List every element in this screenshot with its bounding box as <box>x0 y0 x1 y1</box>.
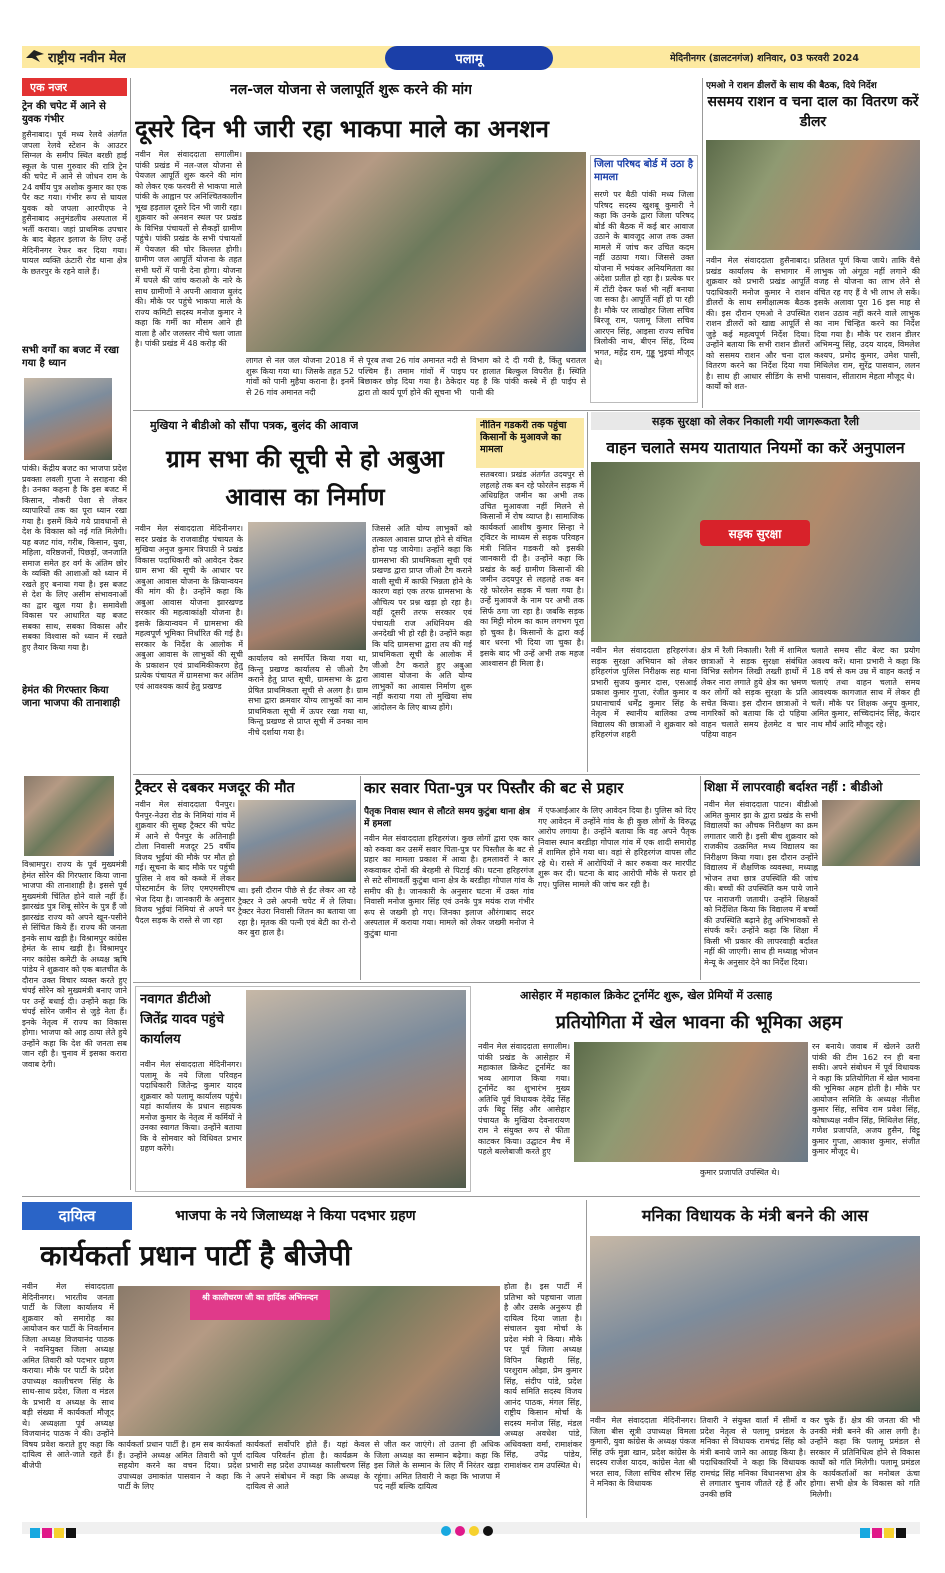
bdo-body: नवीन मेल संवाददाता पाटन। बीडीओ अमित कुमार झा के द्वारा प्रखंड के सभी विद्यालयों का औचक निरीक्षण का क्रम लगातार जारी है। इसी बीच शुक्रवार को राजकीय उत्क्रमित मध्य विद्यालय का निरीक्षण किया गया। इस दौरान उन्होंने विद्यालय में शैक्षणिक व्यवस्था, मध्याह्न भोजन तथा छात्र उपस्थिति की जांच की। बच्चों की उपस्थिति कम पाये जाने पर नाराजगी जतायी। उन्होंने शिक्षकों को निर्देशित किया कि विद्यालय में बच्चों की उपस्थिति बढ़ाने हेतु अभिभावकों से संपर्क करें। उन्होंने कहा कि शिक्षा में किसी भी प्रकार की लापरवाही बर्दाश्त नहीं की जाएगी। साथ ही मध्याह्न भोजन मेन्यू के अनुसार देने का निर्देश दिया। <box>704 800 818 967</box>
lead-kicker: नल-जल योजना से जलापूर्ति शुरू करने की मांग <box>230 82 473 98</box>
bdo-photo <box>822 800 920 866</box>
kar-subhead: पैतृक निवास स्थान से लौटते समय कुटुंबा थाना क्षेत्र में हमला <box>364 807 530 829</box>
manika-photo <box>590 1236 920 1412</box>
tractor-body-left: नवीन मेल संवाददाता पैनपुर। पैनपुर-नेउरा रोड के निमियां गांव में शुक्रवार की सुबह ट्रैक्टर की चपेट में आने से पैनपुर के अतिनाही टोला निवासी मजदूर 25 वर्षीय विजय भुईयां की मौके पर मौत हो गई। सूचना के बाद मौके पर पहुंची पुलिस ने शव को कब्जे में लेकर पोस्टमार्टम के लिए एमएमसीएच भेज दिया है। जानकारी के अनुसार विजय भुईयां निमियां से अपने घर पैदल सड़क के रास्ते से जा रहा <box>135 800 235 925</box>
bjp-kicker: भाजपा के नये जिलाध्यक्ष ने किया पदभार ग्रहण <box>175 1208 416 1224</box>
cricket-body-right: रन बनाये। जवाब में खेलने उतरी पांकी की टीम 162 रन ही बना सकी। अपने संबोधन में पूर्व विधायक ने कहा कि प्रतियोगिता में खेल भावना की भूमिका अहम होती है। मौके पर आयोजन समिति के अध्यक्ष नीतीश कुमार सिंह, सचिव राम प्रवेश सिंह, कोषाध्यक्ष नवीन सिंह, मिथिलेश सिंह, गणेश प्रजापति, अजय हुसैन, विट्टू कुमार गुप्ता, आकाश कुमार, संजीत कुमार मौजूद थे। <box>812 1042 920 1156</box>
sidebar-s1-title: ट्रेन की चपेट में आने से युवक गंभीर <box>22 101 106 125</box>
kar-body-left: नवीन मेल संवाददाता हरिहरगंज। कुछ लोगों द्वारा एक कार को रुकवा कर उसमें सवार पिता-पुत्र पर पिस्तौल के बट से प्रहार का मामला प्रकाश में आया है। हमलावरों ने कार रुकवाकर दोनों की बेरहमी से पिटाई की। घटना हरिहरगंज से सटे सीमावर्ती कुटुंबा थाना क्षेत्र के बरडीहा गोपाल गांव के समीप की है। जानकारी के अनुसार घटना में उक्त गांव निवासी मनोज कुमार सिंह एवं उनके पुत्र मयंक राज गंभीर रूप से जख्मी हो गए। जिनका इलाज औरंगाबाद सदर अस्पताल में कराया गया। मामले को लेकर जख्मी मनोज ने कुटुंबा थाना <box>364 834 534 938</box>
ration-headline: ससमय राशन व चना दाल का वितरण करें डीलर <box>707 94 919 130</box>
kar-headline: कार सवार पिता-पुत्र पर पिस्तौर की बट से प्रहार <box>364 779 624 797</box>
dto-photo <box>246 990 466 1188</box>
mukhiya-body-mid: कार्यालय को समर्पित किया गया था, किन्तु प्रखण्ड कार्यालय से जीओ टैग कराने हेतु प्राप्त सूची, ग्रामसभा के द्वारा प्रेषित प्राथमिकता सूची से अलग है। ग्राम सभा द्वारा क्रमवार योग्य लाभुकों का नाम प्राथमिकता सूची में ऊपर रखा गया था, किन्तु प्रखण्ड से प्राप्त सूची में उनका नाम नीचे दर्शाया गया है। <box>248 654 368 737</box>
ration-body-right: प्रतिशत पूर्ण किया जाये। ताकि वैसे लाभुक जो अंगूठा नहीं लगाने की वजह से योजना का लाभ लेने से वंचित रह गए हैं वे भी लाभ ले सकें। इसके अलावा पूरा 16 इस माह से राशन उठाव नहीं करने वाले लाभुक का नाम चिन्हित करने का निर्देश दिया गया है। मौके पर राशन डीलर अभिमन्यु सिंह, उदय यादव, विमलेश कश्यप, प्रमोद कुमार, उमेश पासी, मिथिलेश राम, सुरेंद्र पासवान, ललन पासवान, सीताराम मेहता मौजूद थे। <box>814 256 920 381</box>
row3-divider <box>133 982 920 983</box>
sidebar-divider <box>130 78 131 1190</box>
mukhiya-divider <box>587 412 588 772</box>
bjp-tag-text: दायित्व <box>58 1207 96 1225</box>
cricket-note: कुमार प्रजापति उपस्थित थे। <box>700 1168 780 1177</box>
cricket-headline: प्रतियोगिता में खेल भावना की भूमिका अहम <box>555 1012 843 1033</box>
road-headline: वाहन चलाते समय यातायात नियमों का करें अनुपालन <box>606 439 905 457</box>
road-body-right: चलाते समय सीट बेल्ट का प्रयोग अवश्य करें। थाना प्रभारी ने कहा कि 18 वर्ष से कम उम्र में वाहन कतई न चलाएं तथा वाहन चलाते समय आवश्यक कागजात साथ में लेकर ही चलें। मौके पर शिक्षक अनूप कुमार, अमित कुमार, सच्चिदानंद सिंह, केदार नाथ मौर्य आदि मौजूद रहे। <box>811 646 920 729</box>
manika-body-left: नवीन मेल संवाददाता मेदिनीनगर। जिला बीस सूत्री उपाध्यक्ष विमला कुमारी, युवा कांग्रेस के अध्यक्ष पंकज सिंह उर्फ मुन्ना खान, प्रदेश कांग्रेस के सदस्य राजेश यादव, कांग्रेस नेता श्री भरत साव, जिला सचिव सौरभ सिंह ने मनिका के विधायक <box>590 1416 696 1488</box>
brand-name: राष्ट्रीय नवीन मेल <box>48 51 126 66</box>
dto-title: नवागत डीटीओ जितेंद्र यादव पहुंचे कार्यालय <box>140 992 224 1047</box>
sidebar-s1-body: हुसैनाबाद। पूर्व मध्य रेलवे अंतर्गत जपला रेलवे स्टेशन के आउटर सिग्नल के समीप स्थित बरछी हाई स्कूल के पास गुरुवार की रात्रि ट्रेन की चपेट में आने से जोधन राम के 24 वर्षीय पुत्र अशोक कुमार का एक पैर कट गया। गंभीर रूप से घायल युवक को जपला आरपीएफ ने हुसैनाबाद अनुमंडलीय अस्पताल में भर्ती कराया। जहां प्राथमिक उपचार के बाद बेहतर इलाज के लिए उन्हें मेदिनीनगर रेफर कर दिया गया। घायल व्यक्ति ऊंटारी रोड थाना क्षेत्र के छतरपुर के रहने वाले हैं। <box>22 130 127 276</box>
row2-divider <box>133 774 920 775</box>
tractor-photo <box>238 800 356 882</box>
registration-mark-center <box>440 1522 504 1534</box>
board-title: जिला परिषद बोर्ड में उठा है मामला <box>594 159 694 183</box>
bdo-headline: शिक्षा में लापरवाही बर्दाश्त नहीं : बीडीओ <box>704 780 883 794</box>
gadkari-title: नीतिन गडकरी तक पहुंचा किसानों के मुआवजे का मामला <box>480 420 567 455</box>
lead-divider <box>702 78 703 408</box>
bjp-body-left: नवीन मेल संवाददाता मेदिनीनगर। भारतीय जनता पार्टी के जिला कार्यालय में शुक्रवार को समारोह का आयोजन कर पार्टी के निवर्तमान जिला अध्यक्ष विजयानंद पाठक ने नवनियुक्त जिला अध्यक्ष अमित तिवारी को पदभार ग्रहण कराया। मौके पर पार्टी के प्रदेश उपाध्यक्ष कालीचरण सिंह के साथ-साथ प्रदेश, जिला व मंडल के प्रभारी व अध्यक्ष के साथ बड़ी संख्या में कार्यकर्ता मौजूद थे। अध्यक्षता पूर्व अध्यक्ष विजयानंद पाठक ने की। उन्होंने विषय प्रवेश कराते हुए कहा कि दायित्व से आते-जाते रहते हैं। बीजेपी <box>22 1282 114 1470</box>
sidebar-s2-photo <box>24 378 112 460</box>
sidebar-s3-title: हेमंत की गिरफ्तार किया जाना भाजपा की तानाशाही <box>22 685 120 709</box>
dto-body: नवीन मेल संवाददाता मेदिनीनगर। पलामू के नये जिला परिवहन पदाधिकारी जितेन्द्र कुमार यादव शुक्रवार को पलामू कार्यालय पहुंचे। यहां कार्यालय के प्रधान सहायक मनोज कुमार के नेतृत्व में कर्मियों ने उनका स्वागत किया। उन्होंने बताया कि वे सोमवार को विधिवत प्रभार ग्रहण करेंगे। <box>140 1060 242 1153</box>
manika-body-mid: तिवारी ने संयुक्त वार्ता में सीमों व प्रदेश नेतृत्व से पलामू प्रमंडल के मनिका से विधायक रामचंद्र सिंह को मंत्री बनाये जाने का आग्रह किया है। पदाधिकारियों ने कहा कि विधायक रामचंद्र सिंह मनिका विधानसभा क्षेत्र से लगातार चुनाव जीतते रहे हैं और उनकी छवि <box>700 1416 806 1499</box>
kar-body-right: में एफआईआर के लिए आवेदन दिया है। पुलिस को दिए गए आवेदन में उन्होंने गांव के ही कुछ लोगों के विरुद्ध आरोप लगाया है। उन्होंने बताया कि वह अपने पैतृक निवास स्थान बरडीहा गोपाल गांव में एक शादी समारोह में शामिल होने गया था। वहां से हरिहरगंज वापस लौट रहे थे। रास्ते में आरोपियों ने कार रुकवा कर मारपीट शुरू कर दी। घटना के बाद आरोपी मौके से फरार हो गए। पुलिस मामले की जांच कर रही है। <box>538 806 696 889</box>
ration-photo <box>706 140 920 250</box>
ration-kicker: एमओ ने राशन डीलरों के साथ की बैठक, दिये निर्देश <box>706 81 877 91</box>
cricket-kicker: आसेहार में महाकाल क्रिकेट टूर्नामेंट शुरू, खेल प्रेमियों में उत्साह <box>520 989 773 1002</box>
bjp-banner-text: श्री कालीचरण जी का हार्दिक अभिनन्दन <box>202 1293 318 1302</box>
brand-logo-icon <box>24 46 46 66</box>
mukhiya-body-right: जिससे अति योग्य लाभुकों को तत्काल आवास प्राप्त होने से वंचित होना पड़ जायेगा। उन्होंने कहा कि ग्रामसभा की प्राथमिकता सूची एवं प्रखण्ड द्वारा प्राप्त जीओ टैग कराने वाली सूची में काफी भिन्नता होने के कारण वहां एक तरफ ग्रामसभा के औचित्य पर प्रश्न खड़ा हो रहा है। वहीं दूसरी तरफ सरकार एवं पंचायती राज अधिनियम की अनदेखी भी हो रही है। उन्होंने कहा कि यदि ग्रामसभा द्वारा तय की गई प्राथमिकता सूची के आलोक में जीओ टैग कराते हुए अबुआ आवास योजना के अति योग्य लाभुकों का आवास निर्माण शुरू नहीं कराया गया तो मुखिया संघ आंदोलन के लिए बाध्य होंगे। <box>372 524 472 712</box>
mukhiya-kicker: मुखिया ने बीडीओ को सौंपा पत्रक, बुलंद की आवाज <box>150 419 359 432</box>
lead-body-c3: विभाग को दे दी गयी है, किंतु धरातल पर हालात बिल्कुल विपरीत हैं। स्थिति यह है कि पांकी कस्बे में ही पाईप से पानी की <box>470 356 586 397</box>
mukhiya-body-left: नवीन मेल संवाददाता मेदिनीनगर। सदर प्रखंड के राजवाडीह पंचायत के मुखिया अनुज कुमार त्रिपाठी ने प्रखंड विकास पदाधिकारी को आवेदन देकर ग्राम सभा की सूची के आधार पर अबुआ आवास योजना के क्रियान्वयन की मांग की है। उन्होंने कहा कि अबुआ आवास योजना झारखण्ड सरकार की महत्वाकांक्षी योजना है। इसके क्रियान्वयन में ग्रामसभा की महत्वपूर्ण भूमिका निर्धारित की गई है। सरकार के निर्देश के आलोक में अबुआ आवास के लाभुकों की सूची के प्रकाशन एवं प्राथमिकीकरण हेतु प्रत्येक पंचायत में ग्रामसभा कर अंतिम एवं आवश्यक कार्य हेतु प्रखण्ड <box>135 524 243 691</box>
bjp-body-c1: कार्यकर्ता प्रधान पार्टी है। हम सब कार्यकर्ता हैं। उन्होंने अध्यक्ष अमित तिवारी को पूर्ण सहयोग करने का वचन दिया। प्रदेश उपाध्यक्ष उमाकांत पासवान ने कहा कि पार्टी के लिए <box>118 1440 242 1491</box>
tractor-body-right: था। इसी दौरान पीछे से ईंट लेकर आ रहे ट्रैक्टर ने उसे अपनी चपेट में ले लिया। ट्रैक्टर नेउरा निवासी जितन का बताया जा रहा है। मृतक की पत्नी एवं बेटी का रो-रो कर बुरा हाल है। <box>238 886 356 937</box>
lead-headline: दूसरे दिन भी जारी रहा भाकपा माले का अनशन <box>135 115 549 143</box>
road-photo <box>591 462 920 642</box>
road-banner-text: सड़क सुरक्षा <box>728 527 782 541</box>
ration-body-left: नवीन मेल संवाददाता हुसैनाबाद। प्रखंड कार्यालय के सभागार में शुक्रवार को प्रभारी प्रखंड आपूर्ति पदाधिकारी मनोज कुमार ने राशन डीलरों के साथ समीक्षात्मक बैठक की। इस दौरान एमओ ने उपस्थित राशन डीलरों को खाद्य आपूर्ति से जुड़े कई महत्वपूर्ण निर्देश दिया। उन्होंने बताया कि सभी राशन डीलरों को ससमय राशन और चना दाल वितरण करने का निर्देश दिया गया है। साथ ही आधार सीडिंग के सभी कार्यों को शत- <box>706 256 810 391</box>
road-kicker: सड़क सुरक्षा को लेकर निकाली गयी जागरूकता रैली <box>651 415 860 428</box>
tractor-headline: ट्रैक्टर से दबकर मजदूर की मौत <box>135 780 295 796</box>
gadkari-body: सतबरवा। प्रखंड अंतर्गत उदयपुर से लहलहे तक बन रहे फोरलेन सड़क में अधिग्रहित जमीन का अभी तक उचित मुआवजा नहीं मिलने से किसानों में रोष व्याप्त है। सामाजिक कार्यकर्ता आशीष कुमार सिन्हा ने ट्विटर के माध्यम से सड़क परिवहन मंत्री नितिन गडकरी को इसकी जानकारी दी है। उन्होंने कहा कि प्रखंड के कई ग्रामीण किसानों की जमीन उदयपुर से लहलहे तक बन रहे फोरलेन सड़क में चला गया है। उन्हें मुआवजे के नाम पर अभी तक सिर्फ ठगा जा रहा है। जबकि सड़क का मिट्टी मोरम का काम लगभग पूरा हो चुका है। किसानों के द्वारा कई बार धरना भी दिया जा चुका है। इसके बाद भी उन्हें अभी तक महज आश्वासन ही मिला है। <box>480 470 584 668</box>
bjp-body-c3: से जीत कर जाएंगे। तो उतना ही अधिक जिला अध्यक्ष का सम्मान बढ़ेगा। कहा कि इस जिले के सम्मान के लिए मैं निरंतर खड़ा रहूंगा। अमित तिवारी ने कहा कि भाजपा में पद नहीं बल्कि दायित्व <box>374 1440 500 1491</box>
road-body-left: नवीन मेल संवाददाता हरिहरगंज। सड़क सुरक्षा अभियान को लेकर हरिहरगंज पुलिस निरीक्षक सह थाना प्रभारी सुजय कुमार दास, एसआई प्रकाश कुमार गुप्ता, रंजीत कुमार व प्रधानाचार्य धर्मेंद्र कुमार सिंह के नेतृत्व में स्थानीय बालिका उच्च विद्यालय की छात्राओं ने शुक्रवार को हरिहरगंज शहरी <box>591 646 697 739</box>
registration-mark-left <box>30 1523 90 1533</box>
bjp-body-c2: कार्यकर्ता सर्वोपरि होते हैं। यहां केवल दायित्व परिवर्तन होता है। कार्यक्रम के प्रभारी सह प्रदेश उपाध्यक्ष कालीचरण सिंह ने अपने संबोधन में कहा कि अध्यक्ष के दायित्व से आते <box>246 1440 370 1491</box>
sidebar-s2-body: पांकी। केंद्रीय बजट का भाजपा प्रदेश प्रवक्ता लवली गुप्ता ने सराहना की है। उनका कहना है कि इस बजट में किसान, नौकरी पेशा से लेकर व्यापारियों तक का पूरा ध्यान रखा गया है। इसमें किये गये प्रावधानों से देश के विकास को नई गति मिलेगी। यह बजट गांव, गरीब, किसान, युवा, महिला, वरिष्ठजनों, पिछड़ों, जनजाति समाज समेत हर वर्ग के अंतिम छोर के व्यक्ति की आशाओं को ध्यान में रखते हुए बनाया गया है। इस बजट से देश के लिए असीम संभावनाओं का द्वार खुल गया है। समावेशी विकास पर आधारित यह बजट सबका साथ, सबका विकास और सबका विश्वास को ध्यान में रखते हुए तैयार किया गया है। <box>22 464 127 652</box>
road-body-mid: क्षेत्र में रैली निकाली। रैली में शामिल छात्राओं ने सड़क सुरक्षा संबंधित विभिन्न स्लोगन लिखी तख्ती हाथों में लेकर नारा लगाते हुये क्षेत्र का भ्रमण कर लोगों को सड़क सुरक्षा के प्रति सचेत किया। इस दौरान छात्राओं ने नागरिकों को बताया कि दो पहिया वाहन चलाते समय हेलमेट व चार पहिया वाहन <box>701 646 807 739</box>
bjp-body-right: होता है। इस पार्टी में प्रतिभा को पहचाना जाता है और उसके अनुरूप ही दायित्व दिया जाता है। संचालन युवा मोर्चा के प्रदेश मंत्री ने किया। मौके पर पूर्व जिला अध्यक्ष विपिन बिहारी सिंह, परशुराम ओझा, प्रेम कुमार सिंह, संदीप पांडे, प्रदेश कार्य समिति सदस्य विजय आनंद पाठक, मंगल सिंह, राष्ट्रीय किसान मोर्चा के सदस्य मनोज सिंह, मंडल अध्यक्ष अवधेश पांडे, अधिवक्ता वर्मा, रामाशंकर सिंह, उपेंद्र पांडेय, रामाशंकर राम उपस्थित थे। <box>504 1282 582 1470</box>
mukhiya-photo <box>248 522 366 650</box>
cricket-photo <box>574 1042 808 1162</box>
cricket-body-left: नवीन मेल संवाददाता सगालीम। पांकी प्रखंड के आसेहार में महाकाल क्रिकेट टूर्नामेंट का भव्य आगाज किया गया। टूर्नामेंट का शुभारंभ मुख्य अतिथि पूर्व विधायक देवेंद्र सिंह उर्फ बिट्टू सिंह और आसेहार पंचायत के मुखिया देवनारायण राम ने संयुक्त रूप से फीता काटकर किया। उद्घाटन मैच में पहले बल्लेबाजी करते हुए <box>478 1042 570 1156</box>
sidebar-s3-body: विश्रामपुर। राज्य के पूर्व मुख्यमंत्री हेमंत सोरेन की गिरफ्तार किया जाना भाजपा की तानाशाही है। इससे पूर्व मुख्यमंत्री चिंतित होने वाले नहीं हैं। झारखंड पुत्र शिबू सोरेन के पुत्र हैं जो झारखंड राज्य को अपने खून-पसीने से सिंचित किये हैं। राज्य की जनता इनके साथ खड़ी है। विश्रामपुर कांग्रेस हेमंत के साथ खड़ी है। विश्रामपुर नगर कांग्रेस कमेटी के अध्यक्ष ऋषि पांडेय ने शुक्रवार को एक बातचीत के दौरान उक्त विचार व्यक्त करते हुए चंपई सोरेन को मुख्यमंत्री बनाए जाने पर उन्हें बधाई दी। उन्होंने कहा कि चंपई सोरेन जमीन से जुड़े नेता हैं। इनके नेतृत्व में राज्य का विकास होगा। भाजपा को आइ ठाया लेते हुये उन्होंने कहा कि देश की जनता सब जान रही है। चुनाव में इसका करारा जवाब देगी। <box>22 860 127 1069</box>
lead-photo <box>246 152 586 352</box>
tractor-divider <box>360 776 361 980</box>
lead-body-left: नवीन मेल संवाददाता सगालीम। पांकी प्रखंड में नल-जल योजना से पेयजल आपूर्ति शुरू करने की मांग को लेकर एक फरवरी से भाकपा माले पांकी के आह्वान पर अनिश्चितकालीन भूख हड़ताल दूसरे दिन भी जारी रहा। शुक्रवार को अनशन स्थल पर प्रखंड के विभिन्न पंचायतों से सैकड़ों ग्रामीण पहुंचे। पांकी प्रखंड के सभी पंचायतों में पेयजल की घोर किल्लत होगी। ग्रामीण जल आपूर्ति योजना के तहत सभी घरों में पानी देना होगा। योजना में घपले की जांच कराओ के नारे के साथ ग्रामीणों ने अपनी आवाज बुलंद की। मौके पर पहुंचे भाकपा माले के राज्य कमिटी सदस्य मनोज कुमार ने कहा कि गर्मी का मौसम आने ही वाला है और जलस्तर नीचे चला जाता है। पांकी प्रखंड में 48 करोड़ की <box>135 150 242 348</box>
dateline: मेदिनीनगर (डालटनगंज) शनिवार, 03 फरवरी 2024 <box>670 53 860 64</box>
kar-divider <box>700 776 701 980</box>
lead-body-c2: से पूरब तथा 26 गांव अमानत नदी से पश्चिम हैं। तमाम गांवों में पाइप बिछाकर छोड़ दिया गया है। ठेकेदार द्वारा तो कार्य पूर्ण होने की सूचना भी <box>358 356 466 397</box>
mukhiya-headline: ग्राम सभा की सूची से हो अबुआ आवास का निर्माण <box>166 445 444 511</box>
registration-mark-right <box>860 1523 920 1533</box>
section-name: पलामू <box>455 52 483 67</box>
sidebar-s2-title: सभी वर्गों का बजट में रखा गया है ध्यान <box>22 345 119 369</box>
manika-headline: मनिका विधायक के मंत्री बनने की आस <box>641 1206 869 1225</box>
bjp-divider <box>586 1200 587 1518</box>
bjp-headline: कार्यकर्ता प्रधान पार्टी है बीजेपी <box>40 1239 352 1272</box>
lead-body-c1: लागत से नल जल योजना 2018 में शुरू किया गया था। जिसके तहत 52 गांवों को पानी मुहैया कराना है। इनमें से 26 गांव अमानत नदी <box>246 356 354 397</box>
sidebar-box-title: एक नजर <box>30 81 68 94</box>
board-body: सरणे पर बैठी पांकी मध्य जिला परिषद सदस्य खुशबू कुमारी ने कहा कि उनके द्वारा जिला परिषद बोर्ड की बैठक में कई बार आवाज उठाने के बावजूद आज तक उक्त मामले में जांच कर उचित कदम नहीं उठाया गया। जिससे उक्त योजना में भयंकर अनियमितता का अंदेशा प्रतीत हो रहा है। प्रत्येक घर में टोंटी देकर फर्श भी नहीं बनाया जा सका है। आपूर्ति नहीं हो पा रही है। मौके पर लाखोहर जिला सचिव बिरजू राम, पलामू जिला सचिव आरएन सिंह, आइसा राज्य सचिव त्रिलोकी नाथ, बीएन सिंह, दिव्य भगत, महेंद्र राम, गुड्डू भुइयां मौजूद थे। <box>594 190 694 367</box>
sidebar-s3-photo <box>24 776 114 856</box>
row1-divider <box>133 410 920 411</box>
manika-body-right: कर चुके हैं। क्षेत्र की जनता की भी उनकी मंत्री बनने की आस लगी है। उन्होंने कहा कि पलामू प्रमंडल से सरकार में प्रतिनिधित्व होने से विकास कार्यों को गति मिलेगी। पलामू प्रमंडल के कार्यकर्ताओं का मनोबल ऊंचा होगा। सभी क्षेत्र के विकास को गति मिलेगी। <box>810 1416 920 1499</box>
row4-divider <box>22 1196 920 1197</box>
